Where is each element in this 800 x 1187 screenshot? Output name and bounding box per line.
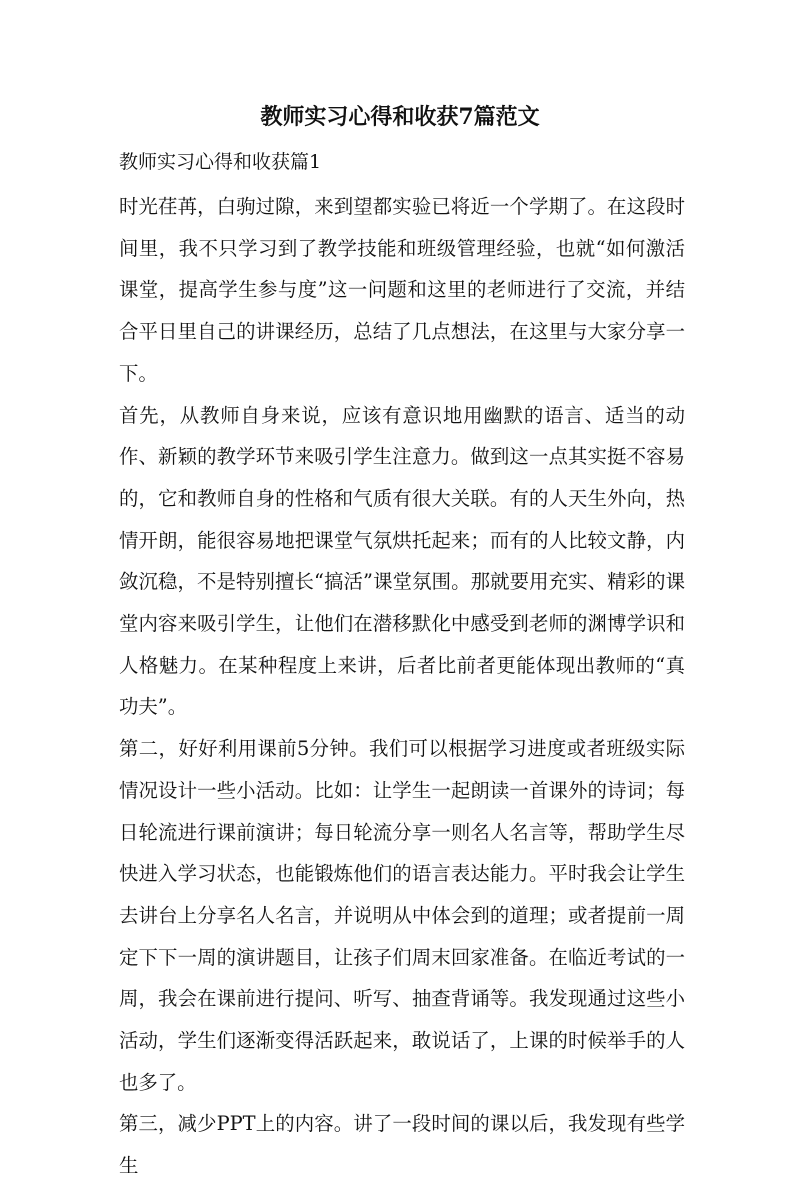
- document-title: 教师实习心得和收获7篇范文: [260, 104, 540, 130]
- paragraph-4: 第三，减少PPT上的内容。讲了一段时间的课以后，我发现有些学生: [119, 1112, 685, 1178]
- document-body: [119, 186, 685, 1187]
- paragraph-2: 首先，从教师自身来说，应该有意识地用幽默的语言、适当的动作、新颖的教学环节来吸引学生注意力。做到这一点其实挺不容易的，它和教师自身的性格和气质有很大关联。有的人天生外向，热情开朗，能很容易地把课堂气氛烘托起来；而有的人比较文静，内敛沉稳，不是特别擅长“搞活”课堂氛围。那就要用充实、精彩的课堂内容来吸引学生，让他们在潜移默化中感受到老师的渊博学识和人格魅力。在某种程度上来讲，后者比前者更能体现出教师的“真功夫”。: [119, 403, 685, 719]
- paragraph-3: 第二，好好利用课前5分钟。我们可以根据学习进度或者班级实际情况设计一些小活动。比如：让学生一起朗读一首课外的诗词；每日轮流进行课前演讲；每日轮流分享一则名人名言等，帮助学生尽快进入学习状态，也能锻炼他们的语言表达能力。平时我会让学生去讲台上分享名人名言，并说明从中体会到的道理；或者提前一周定下下一周的演讲题目，让孩子们周末回家准备。在临近考试的一周，我会在课前进行提问、听写、抽查背诵等。我发现通过这些小活动，学生们逐渐变得活跃起来，敢说话了，上课的时候举手的人也多了。: [119, 737, 685, 1094]
- section-heading: 教师实习心得和收获篇1: [119, 151, 322, 173]
- paragraph-1: 时光荏苒，白驹过隙，来到望都实验已将近一个学期了。在这段时间里，我不只学习到了教学技能和班级管理经验，也就“如何激活课堂，提高学生参与度”这一问题和这里的老师进行了交流，并结合平日里自己的讲课经历，总结了几点想法，在这里与大家分享一下。: [119, 195, 685, 385]
